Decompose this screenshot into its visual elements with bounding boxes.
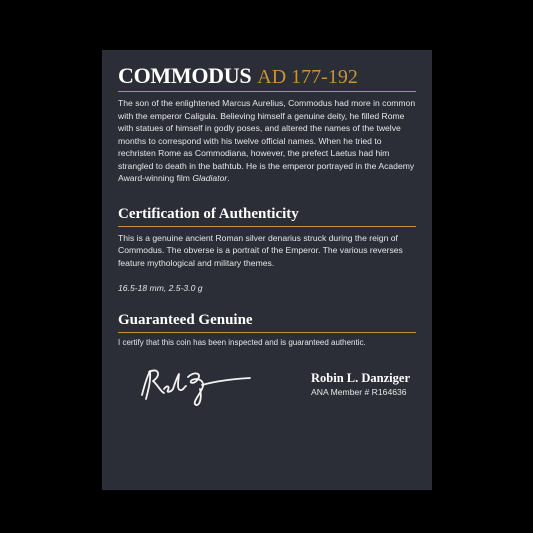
title-divider	[118, 91, 416, 92]
biography-paragraph	[118, 97, 416, 185]
guarantee-heading: Guaranteed Genuine	[118, 312, 253, 328]
emperor-name: COMMODUS	[118, 63, 252, 88]
title-row	[118, 65, 416, 87]
reign-dates: AD 177-192	[257, 66, 358, 88]
handwritten-signature	[136, 359, 256, 409]
coin-specs: 16.5-18 mm, 2.5-3.0 g	[118, 283, 203, 293]
signer-membership: ANA Member # R164636	[311, 387, 407, 398]
certificate-card	[102, 50, 432, 490]
biography-text: The son of the enlightened Marcus Aurelius, Commodus had more in common with the emperor Caligula. Believing himself a genuine deity, he filled Rome with statues of himself in godly poses, and altered the names of the twelve months to correspond with his twelve official names. When he tried to rechristen Rome as Commodiana, however, the prefect Laetus had him strangled to death in the bathtub. He is the emperor portrayed in the Academy Award-winning film	[118, 98, 416, 183]
certification-paragraph: This is a genuine ancient Roman silver denarius struck during the reign of Commodus. The obverse is a portrait of the Emperor. The various reverses feature mythological and military themes.	[118, 232, 403, 268]
signature-row	[118, 359, 416, 419]
guarantee-paragraph: I certify that this coin has been inspected and is guaranteed authentic.	[118, 338, 366, 347]
signer-name: Robin L. Danziger	[311, 370, 410, 385]
certification-divider	[118, 226, 416, 227]
signer-block	[311, 372, 410, 398]
biography-end: .	[227, 173, 230, 183]
guarantee-divider	[118, 332, 416, 333]
certification-heading: Certification of Authenticity	[118, 205, 299, 222]
film-title: Gladiator	[192, 173, 228, 183]
